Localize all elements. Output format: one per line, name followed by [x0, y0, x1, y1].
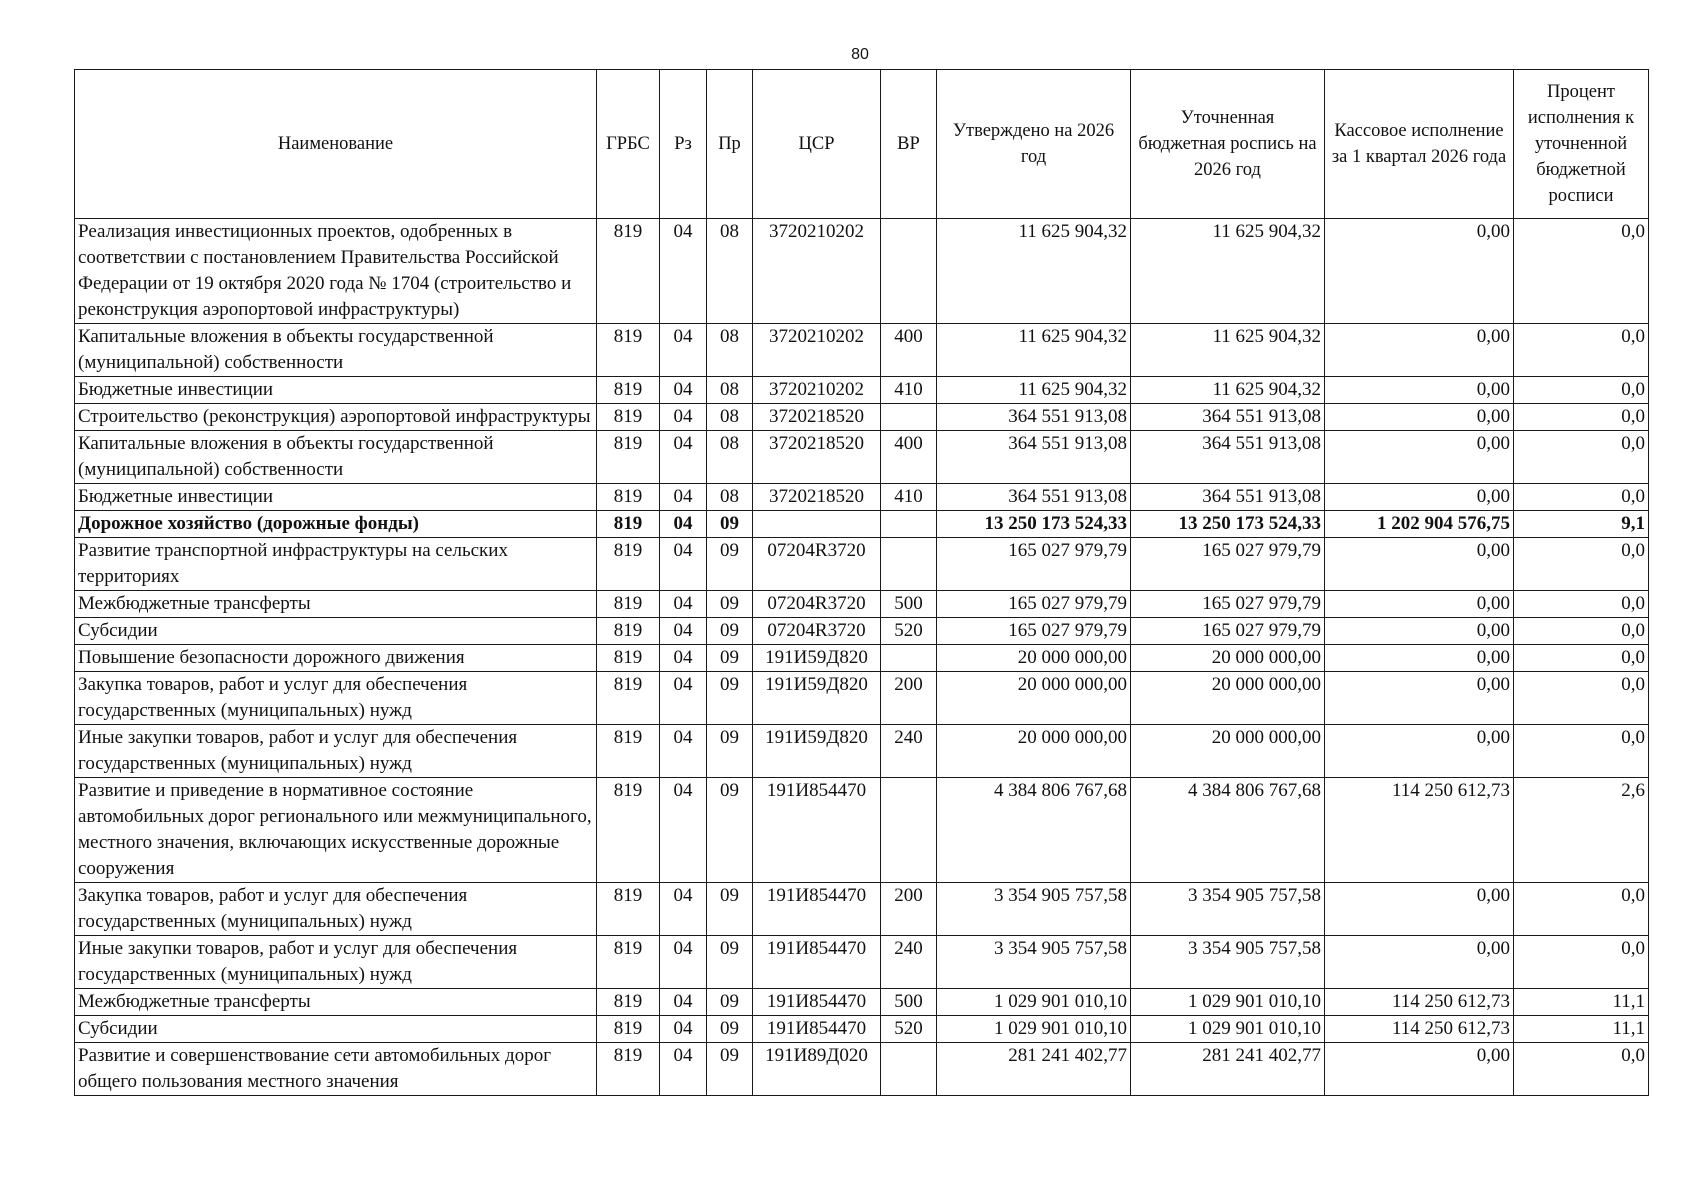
table-row	[75, 591, 1649, 618]
cell-vr: 400	[881, 324, 937, 377]
cell-pr: 09	[707, 618, 753, 645]
table-row	[75, 324, 1649, 377]
cell-cash: 0,00	[1325, 484, 1514, 511]
cell-pr: 08	[707, 324, 753, 377]
cell-refined: 11 625 904,32	[1131, 377, 1325, 404]
cell-vr: 410	[881, 484, 937, 511]
cell-name: Развитие и приведение в нормативное состояние автомобильных дорог регионального или межмуниципального, местного значения, включающих искусственные дорожные сооружения	[75, 778, 597, 883]
cell-csr: 3720218520	[753, 404, 881, 431]
cell-name: Капитальные вложения в объекты государственной (муниципальной) собственности	[75, 324, 597, 377]
page-number: 80	[851, 46, 869, 63]
cell-rz: 04	[660, 377, 707, 404]
cell-rz: 04	[660, 404, 707, 431]
cell-approved: 364 551 913,08	[937, 431, 1131, 484]
cell-percent: 0,0	[1514, 618, 1649, 645]
cell-csr: 07204R3720	[753, 591, 881, 618]
cell-pr: 09	[707, 591, 753, 618]
cell-csr: 3720210202	[753, 377, 881, 404]
cell-approved: 20 000 000,00	[937, 725, 1131, 778]
header-percent: Процент исполнения к уточненной бюджетной росписи	[1514, 70, 1649, 219]
header-rz: Рз	[660, 70, 707, 219]
table-row	[75, 725, 1649, 778]
cell-csr: 3720218520	[753, 484, 881, 511]
cell-name: Закупка товаров, работ и услуг для обеспечения государственных (муниципальных) нужд	[75, 883, 597, 936]
cell-vr: 500	[881, 989, 937, 1016]
cell-grbs: 819	[597, 936, 660, 989]
cell-pr: 09	[707, 1016, 753, 1043]
table-row	[75, 219, 1649, 324]
cell-pr: 09	[707, 936, 753, 989]
cell-csr: 191И854470	[753, 936, 881, 989]
cell-cash: 0,00	[1325, 725, 1514, 778]
cell-refined: 364 551 913,08	[1131, 484, 1325, 511]
table-row	[75, 484, 1649, 511]
cell-csr: 191И854470	[753, 778, 881, 883]
cell-name: Субсидии	[75, 1016, 597, 1043]
cell-cash: 0,00	[1325, 431, 1514, 484]
cell-grbs: 819	[597, 672, 660, 725]
cell-cash: 0,00	[1325, 219, 1514, 324]
cell-cash: 0,00	[1325, 645, 1514, 672]
cell-pr: 09	[707, 511, 753, 538]
cell-vr	[881, 645, 937, 672]
cell-cash: 0,00	[1325, 324, 1514, 377]
cell-percent: 0,0	[1514, 936, 1649, 989]
header-refined: Уточненная бюджетная роспись на 2026 год	[1131, 70, 1325, 219]
cell-percent: 0,0	[1514, 725, 1649, 778]
cell-csr: 191И854470	[753, 989, 881, 1016]
cell-vr: 520	[881, 618, 937, 645]
cell-approved: 3 354 905 757,58	[937, 936, 1131, 989]
cell-grbs: 819	[597, 219, 660, 324]
cell-percent: 0,0	[1514, 645, 1649, 672]
cell-percent: 0,0	[1514, 431, 1649, 484]
cell-refined: 1 029 901 010,10	[1131, 989, 1325, 1016]
cell-csr: 191И59Д820	[753, 672, 881, 725]
cell-grbs: 819	[597, 511, 660, 538]
cell-name: Межбюджетные трансферты	[75, 989, 597, 1016]
cell-approved: 11 625 904,32	[937, 324, 1131, 377]
table-row	[75, 538, 1649, 591]
cell-approved: 165 027 979,79	[937, 618, 1131, 645]
header-csr: ЦСР	[753, 70, 881, 219]
cell-grbs: 819	[597, 778, 660, 883]
cell-percent: 0,0	[1514, 538, 1649, 591]
cell-vr: 410	[881, 377, 937, 404]
cell-grbs: 819	[597, 591, 660, 618]
cell-vr: 200	[881, 672, 937, 725]
cell-name: Развитие транспортной инфраструктуры на сельских территориях	[75, 538, 597, 591]
cell-pr: 09	[707, 1043, 753, 1096]
cell-approved: 3 354 905 757,58	[937, 883, 1131, 936]
cell-percent: 11,1	[1514, 989, 1649, 1016]
cell-pr: 08	[707, 404, 753, 431]
budget-table	[74, 69, 1649, 1096]
cell-percent: 0,0	[1514, 883, 1649, 936]
cell-csr: 3720210202	[753, 219, 881, 324]
cell-name: Развитие и совершенствование сети автомобильных дорог общего пользования местного значения	[75, 1043, 597, 1096]
cell-vr	[881, 219, 937, 324]
cell-rz: 04	[660, 591, 707, 618]
cell-approved: 13 250 173 524,33	[937, 511, 1131, 538]
cell-pr: 09	[707, 725, 753, 778]
cell-name: Дорожное хозяйство (дорожные фонды)	[75, 511, 597, 538]
cell-cash: 114 250 612,73	[1325, 989, 1514, 1016]
cell-name: Закупка товаров, работ и услуг для обеспечения государственных (муниципальных) нужд	[75, 672, 597, 725]
cell-cash: 0,00	[1325, 883, 1514, 936]
cell-percent: 0,0	[1514, 324, 1649, 377]
cell-rz: 04	[660, 645, 707, 672]
cell-rz: 04	[660, 324, 707, 377]
table-row	[75, 618, 1649, 645]
table-row	[75, 672, 1649, 725]
cell-grbs: 819	[597, 1016, 660, 1043]
cell-rz: 04	[660, 618, 707, 645]
cell-grbs: 819	[597, 989, 660, 1016]
cell-cash: 0,00	[1325, 936, 1514, 989]
cell-rz: 04	[660, 989, 707, 1016]
cell-name: Иные закупки товаров, работ и услуг для обеспечения государственных (муниципальных) нужд	[75, 725, 597, 778]
cell-refined: 11 625 904,32	[1131, 324, 1325, 377]
cell-approved: 165 027 979,79	[937, 538, 1131, 591]
cell-rz: 04	[660, 672, 707, 725]
cell-csr: 191И89Д020	[753, 1043, 881, 1096]
cell-refined: 20 000 000,00	[1131, 725, 1325, 778]
header-pr: Пр	[707, 70, 753, 219]
cell-refined: 364 551 913,08	[1131, 431, 1325, 484]
cell-percent: 2,6	[1514, 778, 1649, 883]
cell-vr	[881, 538, 937, 591]
cell-rz: 04	[660, 219, 707, 324]
table-row	[75, 936, 1649, 989]
cell-rz: 04	[660, 1043, 707, 1096]
cell-grbs: 819	[597, 883, 660, 936]
cell-name: Реализация инвестиционных проектов, одобренных в соответствии с постановлением Правительства Российской Федерации от 19 октября 2020 года № 1704 (строительство и реконструкция аэропортовой инфраструктуры)	[75, 219, 597, 324]
cell-approved: 1 029 901 010,10	[937, 989, 1131, 1016]
header-grbs: ГРБС	[597, 70, 660, 219]
table-row	[75, 1043, 1649, 1096]
cell-csr: 07204R3720	[753, 618, 881, 645]
table-row	[75, 778, 1649, 883]
cell-approved: 11 625 904,32	[937, 219, 1131, 324]
cell-refined: 165 027 979,79	[1131, 591, 1325, 618]
cell-csr	[753, 511, 881, 538]
cell-name: Повышение безопасности дорожного движения	[75, 645, 597, 672]
cell-approved: 20 000 000,00	[937, 672, 1131, 725]
cell-pr: 09	[707, 538, 753, 591]
cell-rz: 04	[660, 936, 707, 989]
cell-percent: 0,0	[1514, 484, 1649, 511]
cell-csr: 3720218520	[753, 431, 881, 484]
cell-grbs: 819	[597, 324, 660, 377]
cell-rz: 04	[660, 778, 707, 883]
cell-csr: 191И59Д820	[753, 645, 881, 672]
table-row	[75, 1016, 1649, 1043]
cell-grbs: 819	[597, 431, 660, 484]
cell-refined: 165 027 979,79	[1131, 538, 1325, 591]
cell-percent: 0,0	[1514, 377, 1649, 404]
cell-vr	[881, 511, 937, 538]
cell-name: Бюджетные инвестиции	[75, 484, 597, 511]
cell-refined: 20 000 000,00	[1131, 645, 1325, 672]
cell-cash: 114 250 612,73	[1325, 778, 1514, 883]
cell-csr: 191И854470	[753, 1016, 881, 1043]
cell-grbs: 819	[597, 538, 660, 591]
cell-refined: 3 354 905 757,58	[1131, 936, 1325, 989]
cell-pr: 09	[707, 778, 753, 883]
cell-grbs: 819	[597, 618, 660, 645]
cell-grbs: 819	[597, 1043, 660, 1096]
cell-vr	[881, 778, 937, 883]
table-row	[75, 645, 1649, 672]
budget-table-body	[75, 219, 1649, 1096]
cell-refined: 13 250 173 524,33	[1131, 511, 1325, 538]
header-vr: ВР	[881, 70, 937, 219]
cell-name: Бюджетные инвестиции	[75, 377, 597, 404]
cell-refined: 3 354 905 757,58	[1131, 883, 1325, 936]
cell-vr: 240	[881, 936, 937, 989]
cell-name: Капитальные вложения в объекты государственной (муниципальной) собственности	[75, 431, 597, 484]
cell-approved: 11 625 904,32	[937, 377, 1131, 404]
cell-grbs: 819	[597, 404, 660, 431]
cell-rz: 04	[660, 883, 707, 936]
header-name: Наименование	[75, 70, 597, 219]
cell-pr: 09	[707, 645, 753, 672]
cell-rz: 04	[660, 1016, 707, 1043]
cell-cash: 0,00	[1325, 672, 1514, 725]
cell-cash: 0,00	[1325, 377, 1514, 404]
cell-cash: 0,00	[1325, 591, 1514, 618]
header-cash: Кассовое исполнение за 1 квартал 2026 года	[1325, 70, 1514, 219]
cell-rz: 04	[660, 725, 707, 778]
cell-refined: 20 000 000,00	[1131, 672, 1325, 725]
cell-refined: 11 625 904,32	[1131, 219, 1325, 324]
cell-refined: 1 029 901 010,10	[1131, 1016, 1325, 1043]
table-row	[75, 883, 1649, 936]
cell-name: Иные закупки товаров, работ и услуг для обеспечения государственных (муниципальных) нужд	[75, 936, 597, 989]
cell-csr: 3720210202	[753, 324, 881, 377]
cell-pr: 08	[707, 219, 753, 324]
cell-approved: 4 384 806 767,68	[937, 778, 1131, 883]
cell-refined: 364 551 913,08	[1131, 404, 1325, 431]
cell-percent: 0,0	[1514, 591, 1649, 618]
cell-rz: 04	[660, 538, 707, 591]
table-row	[75, 377, 1649, 404]
cell-grbs: 819	[597, 725, 660, 778]
table-row	[75, 511, 1649, 538]
table-row	[75, 431, 1649, 484]
cell-grbs: 819	[597, 377, 660, 404]
cell-pr: 09	[707, 989, 753, 1016]
cell-percent: 11,1	[1514, 1016, 1649, 1043]
cell-approved: 165 027 979,79	[937, 591, 1131, 618]
cell-approved: 20 000 000,00	[937, 645, 1131, 672]
cell-rz: 04	[660, 511, 707, 538]
cell-refined: 165 027 979,79	[1131, 618, 1325, 645]
cell-cash: 0,00	[1325, 538, 1514, 591]
cell-approved: 281 241 402,77	[937, 1043, 1131, 1096]
cell-csr: 191И854470	[753, 883, 881, 936]
cell-name: Межбюджетные трансферты	[75, 591, 597, 618]
cell-pr: 09	[707, 883, 753, 936]
cell-percent: 0,0	[1514, 404, 1649, 431]
cell-vr	[881, 404, 937, 431]
cell-vr: 520	[881, 1016, 937, 1043]
header-approved: Утверждено на 2026 год	[937, 70, 1131, 219]
cell-percent: 0,0	[1514, 672, 1649, 725]
cell-csr: 07204R3720	[753, 538, 881, 591]
header-row	[75, 70, 1649, 219]
cell-percent: 0,0	[1514, 1043, 1649, 1096]
cell-percent: 0,0	[1514, 219, 1649, 324]
cell-cash: 1 202 904 576,75	[1325, 511, 1514, 538]
cell-pr: 09	[707, 672, 753, 725]
cell-rz: 04	[660, 484, 707, 511]
cell-approved: 364 551 913,08	[937, 484, 1131, 511]
table-row	[75, 404, 1649, 431]
cell-approved: 364 551 913,08	[937, 404, 1131, 431]
cell-cash: 0,00	[1325, 1043, 1514, 1096]
cell-pr: 08	[707, 377, 753, 404]
cell-name: Субсидии	[75, 618, 597, 645]
cell-percent: 9,1	[1514, 511, 1649, 538]
cell-cash: 114 250 612,73	[1325, 1016, 1514, 1043]
cell-vr	[881, 1043, 937, 1096]
table-row	[75, 989, 1649, 1016]
cell-cash: 0,00	[1325, 404, 1514, 431]
cell-pr: 08	[707, 484, 753, 511]
cell-csr: 191И59Д820	[753, 725, 881, 778]
cell-vr: 200	[881, 883, 937, 936]
cell-refined: 4 384 806 767,68	[1131, 778, 1325, 883]
cell-vr: 400	[881, 431, 937, 484]
cell-rz: 04	[660, 431, 707, 484]
cell-name: Строительство (реконструкция) аэропортовой инфраструктуры	[75, 404, 597, 431]
cell-pr: 08	[707, 431, 753, 484]
cell-approved: 1 029 901 010,10	[937, 1016, 1131, 1043]
cell-vr: 240	[881, 725, 937, 778]
cell-refined: 281 241 402,77	[1131, 1043, 1325, 1096]
cell-grbs: 819	[597, 645, 660, 672]
cell-grbs: 819	[597, 484, 660, 511]
cell-vr: 500	[881, 591, 937, 618]
cell-cash: 0,00	[1325, 618, 1514, 645]
